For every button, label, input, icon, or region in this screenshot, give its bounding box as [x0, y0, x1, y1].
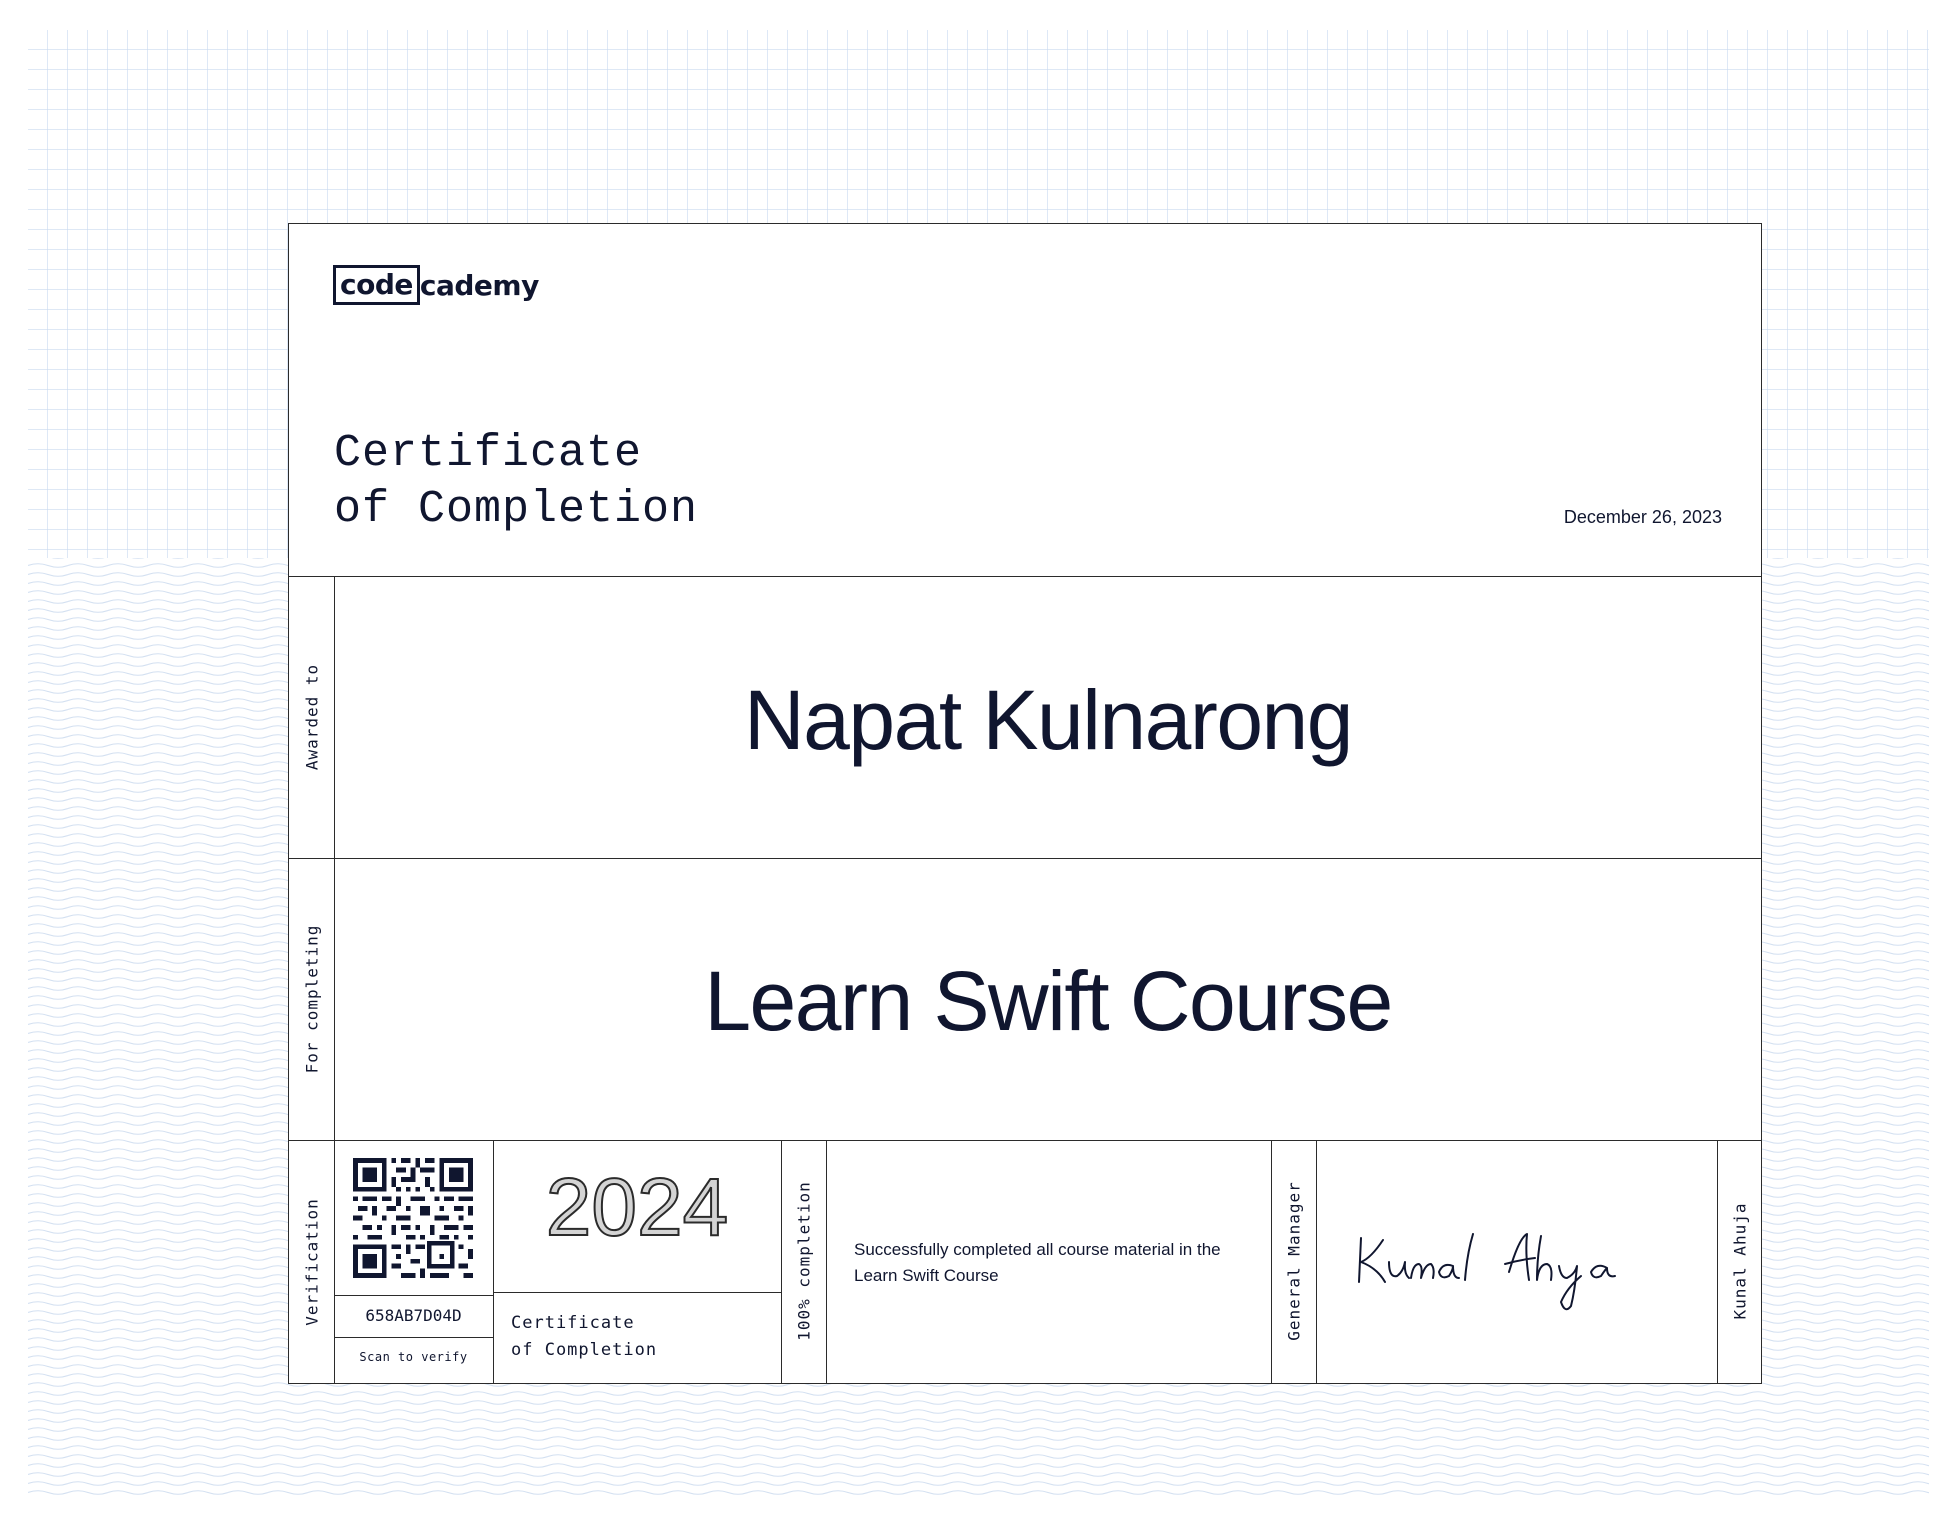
- certificate-title: [334, 426, 698, 538]
- qr-code-separator: [334, 1295, 493, 1296]
- general-manager-label: General Manager: [1284, 1181, 1304, 1341]
- course-name: Learn Swift Course: [704, 954, 1392, 1048]
- certificate-type-line-1: Certificate: [511, 1313, 635, 1333]
- logo-code-box: code: [333, 265, 420, 305]
- verification-label: Verification: [302, 1198, 322, 1326]
- title-line-1: Certificate: [334, 428, 643, 479]
- year-column-rule: [781, 1140, 782, 1383]
- manager-column-rule-right: [1316, 1140, 1317, 1383]
- verification-qr-code[interactable]: [353, 1158, 473, 1278]
- name-column-rule: [1717, 1140, 1718, 1383]
- title-line-2: of Completion: [334, 484, 699, 535]
- certificate-type-line-2: of Completion: [511, 1340, 658, 1360]
- completion-column-rule: [826, 1140, 827, 1383]
- code-separator: [334, 1337, 493, 1338]
- scan-to-verify-text: Scan to verify: [359, 1350, 468, 1364]
- manager-column-rule-left: [1271, 1140, 1272, 1383]
- for-completing-label: For completing: [302, 924, 322, 1074]
- awarded-to-label: Awarded to: [302, 663, 322, 771]
- year-text: 2024: [545, 1162, 729, 1253]
- certificate-type: [511, 1310, 657, 1364]
- codecademy-logo: [333, 263, 539, 307]
- manager-signature: [1349, 1224, 1649, 1324]
- manager-name-label: Kunal Ahuja: [1730, 1202, 1750, 1320]
- divider-recipient: [289, 858, 1761, 859]
- completion-label: 100% completion: [794, 1181, 814, 1341]
- divider-course: [289, 1140, 1761, 1141]
- logo-cademy-text: cademy: [419, 268, 539, 302]
- certificate-card: [288, 223, 1762, 1384]
- divider-header: [289, 576, 1761, 577]
- issue-date: December 26, 2023: [1563, 507, 1722, 527]
- year-separator: [493, 1292, 781, 1293]
- recipient-name: Napat Kulnarong: [744, 673, 1352, 767]
- verification-code[interactable]: 658AB7D04D: [365, 1306, 462, 1325]
- completion-description: Successfully completed all course material in the Learn Swift Course: [854, 1240, 1221, 1285]
